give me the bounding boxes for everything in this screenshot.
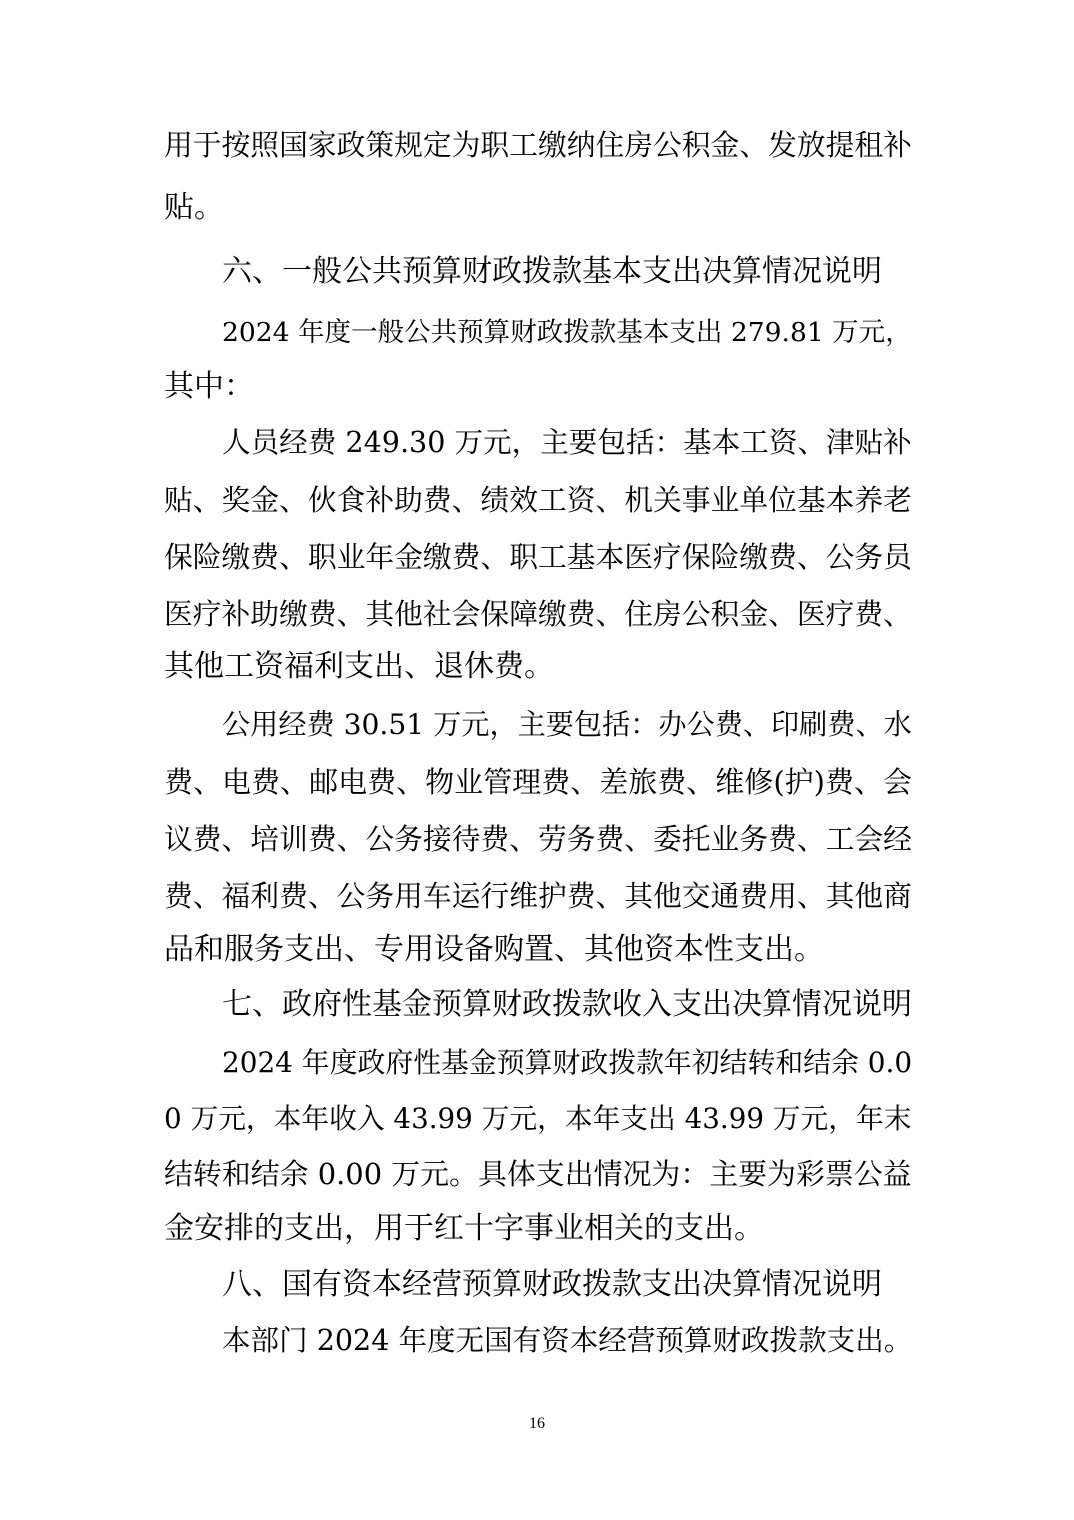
body-text-line: 医疗补助缴费、其他社会保障缴费、住房公积金、医疗费、 bbox=[164, 597, 912, 631]
body-text-line: 金安排的支出，用于红十字事业相关的支出。 bbox=[164, 1211, 764, 1246]
body-text-line: 议费、培训费、公务接待费、劳务费、委托业务费、工会经 bbox=[164, 822, 912, 856]
body-text-line: 结转和结余 0.00 万元。具体支出情况为：主要为彩票公益 bbox=[164, 1157, 912, 1191]
section-heading-7: 七、政府性基金预算财政拨款收入支出决算情况说明 bbox=[222, 987, 912, 1022]
body-text-line: 2024 年度一般公共预算财政拨款基本支出 279.81 万元， bbox=[222, 317, 912, 348]
body-text-line: 贴、奖金、伙食补助费、绩效工资、机关事业单位基本养老 bbox=[164, 483, 912, 517]
body-text-line: 公用经费 30.51 万元，主要包括：办公费、印刷费、水 bbox=[222, 708, 912, 741]
body-text-line: 2024 年度政府性基金预算财政拨款年初结转和结余 0.0 bbox=[222, 1046, 913, 1079]
body-text-line: 人员经费 249.30 万元，主要包括：基本工资、津贴补 bbox=[222, 425, 912, 459]
body-text-line: 费、福利费、公务用车运行维护费、其他交通费用、其他商 bbox=[164, 879, 912, 913]
page-number: 16 bbox=[529, 1415, 545, 1432]
body-text-line: 用于按照国家政策规定为职工缴纳住房公积金、发放提租补 bbox=[164, 128, 912, 162]
body-text-line: 品和服务支出、专用设备购置、其他资本性支出。 bbox=[164, 932, 824, 967]
body-text-line: 0 万元，本年收入 43.99 万元，本年支出 43.99 万元，年末 bbox=[164, 1102, 912, 1135]
section-heading-6: 六、一般公共预算财政拨款基本支出决算情况说明 bbox=[222, 254, 882, 289]
body-text-line: 其他工资福利支出、退休费。 bbox=[164, 649, 554, 684]
body-text-line: 本部门 2024 年度无国有资本经营预算财政拨款支出。 bbox=[222, 1323, 913, 1357]
section-heading-8: 八、国有资本经营预算财政拨款支出决算情况说明 bbox=[222, 1267, 882, 1302]
body-text-line: 保险缴费、职业年金缴费、职工基本医疗保险缴费、公务员 bbox=[164, 540, 912, 574]
body-text-line: 贴。 bbox=[164, 190, 224, 225]
body-text-line: 费、电费、邮电费、物业管理费、差旅费、维修(护)费、会 bbox=[164, 765, 913, 799]
body-text-line: 其中： bbox=[164, 369, 254, 404]
